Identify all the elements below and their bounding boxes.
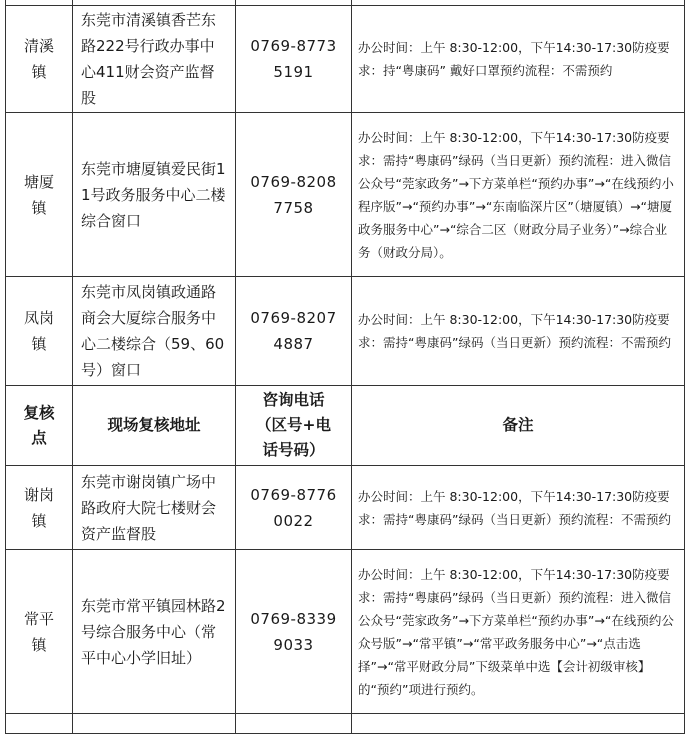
table-header-row [6, 386, 685, 466]
table-row [6, 6, 685, 113]
review-address: 东莞市塘厦镇爱民街11号政务服务中心二楼综合窗口 [73, 113, 236, 277]
table-row-tail [6, 714, 685, 734]
remark: 办公时间：上午 8:30-12:00，下午14:30-17:30防疫要求：需持“粤康码”绿码（当日更新）预约流程：进入微信公众号“莞家政务”→下方菜单栏“预约办事”→“在线预约公众号版”→“常平镇”→“常平政务服务中心”→“点击选择”→“常平财政分局”下级菜单中选【会计初级审核】的“预约”项进行预约。 [352, 550, 685, 714]
header-review-address: 现场复核地址 [73, 386, 236, 466]
review-address: 东莞市凤岗镇政通路商会大厦综合服务中心二楼综合（59、60号）窗口 [73, 277, 236, 386]
contact-phone: 0769-83399033 [250, 609, 337, 654]
contact-phone: 0769-87760022 [250, 485, 337, 530]
review-address: 东莞市常平镇园林路2号综合服务中心（常平中心小学旧址） [73, 550, 236, 714]
remark: 办公时间：上午 8:30-12:00，下午14:30-17:30防疫要求：需持“粤康码”绿码（当日更新）预约流程：不需预约 [352, 277, 685, 386]
table-row [6, 277, 685, 386]
review-address: 东莞市谢岗镇广场中路政府大院七楼财会资产监督股 [73, 466, 236, 550]
review-point: 塘厦镇 [23, 172, 54, 217]
remark: 办公时间：上午 8:30-12:00，下午14:30-17:30防疫要求：需持“粤康码”绿码（当日更新）预约流程：进入微信公众号“莞家政务”→下方菜单栏“预约办事”→“在线预约小程序版”→“预约办事”→“东南临深片区”（塘厦镇）→“塘厦政务服务中心”→“综合二区（财政分局子业务）”→综合业务（财政分局）。 [352, 113, 685, 277]
header-contact-phone: 咨询电话（区号+电话号码） [256, 391, 331, 459]
review-points-table [5, 0, 685, 734]
review-point: 常平镇 [23, 609, 54, 654]
contact-phone: 0769-87735191 [250, 37, 337, 81]
contact-phone: 0769-82087758 [250, 172, 337, 217]
remark: 办公时间：上午 8:30-12:00，下午14:30-17:30防疫要求：需持“粤康码”绿码（当日更新）预约流程：不需预约 [352, 466, 685, 550]
table-row [6, 550, 685, 714]
review-point: 谢岗镇 [23, 485, 54, 530]
remark: 办公时间：上午 8:30-12:00，下午14:30-17:30防疫要求：持“粤康码” 戴好口罩预约流程：不需预约 [352, 6, 685, 113]
contact-phone: 0769-82074887 [250, 309, 337, 353]
review-address: 东莞市清溪镇香芒东路222号行政办事中心411财会资产监督股 [73, 6, 236, 113]
table-row [6, 113, 685, 277]
review-point: 清溪镇 [23, 37, 54, 81]
header-review-point: 复核点 [23, 403, 55, 447]
review-point: 凤岗镇 [23, 309, 54, 353]
table-row [6, 466, 685, 550]
header-remark: 备注 [352, 386, 685, 466]
